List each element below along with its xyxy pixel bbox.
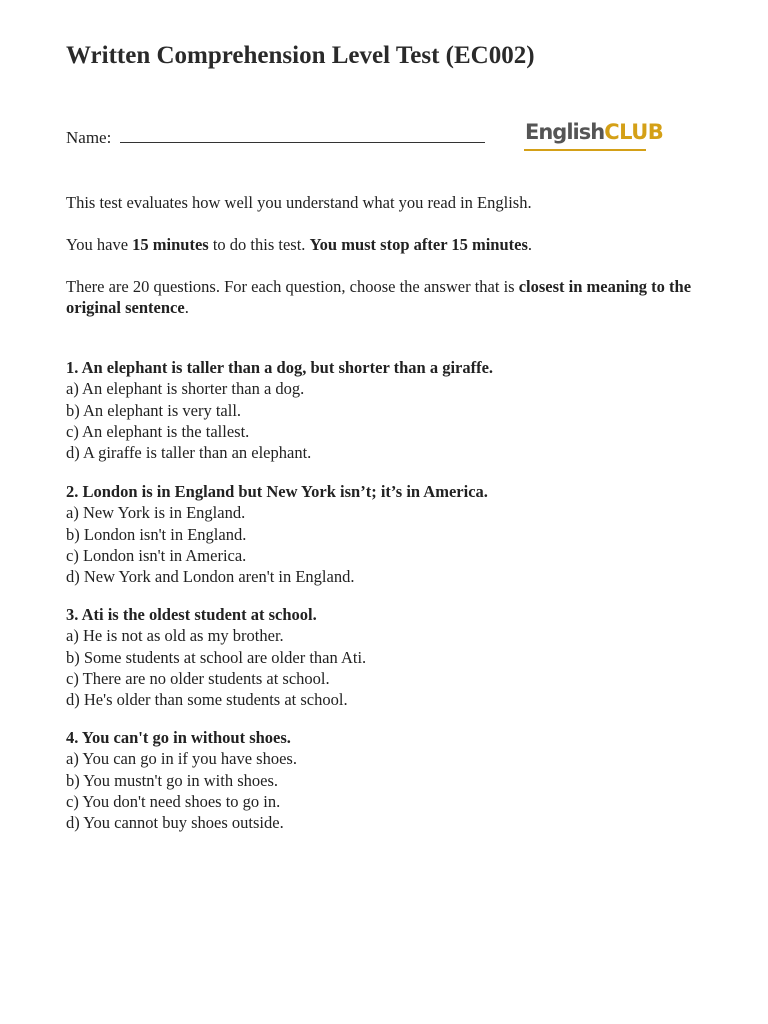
intro-text: You have	[66, 235, 133, 254]
name-label: Name:	[66, 128, 112, 147]
answer-option-b[interactable]: b) An elephant is very tall.	[66, 400, 242, 420]
intro-text: .	[184, 298, 189, 317]
answer-option-b[interactable]: b) London isn't in England.	[66, 524, 247, 544]
question-stem: 1. An elephant is taller than a dog, but shorter than a giraffe.	[66, 358, 494, 377]
question-stem: 2. London is in England but New York isn’t; it’s in America.	[66, 482, 488, 501]
logo-club-text: CLUB	[604, 120, 664, 144]
answer-option-a[interactable]: a) He is not as old as my brother.	[66, 626, 284, 646]
answer-option-c[interactable]: c) You don't need shoes to go in.	[66, 791, 281, 811]
logo-underline	[524, 149, 646, 151]
intro-bold-stop: You must stop after 15 minutes	[309, 235, 528, 254]
name-blank-line[interactable]	[120, 128, 485, 143]
answer-option-c[interactable]: c) London isn't in America.	[66, 545, 247, 565]
answer-option-a[interactable]: a) You can go in if you have shoes.	[66, 749, 297, 769]
answer-option-a[interactable]: a) An elephant is shorter than a dog.	[66, 379, 305, 399]
question-4	[66, 727, 706, 833]
answer-option-d[interactable]: d) He's older than some students at school.	[66, 690, 348, 710]
logo-english-text: English	[525, 120, 605, 144]
question-1	[66, 357, 706, 463]
answer-option-a[interactable]: a) New York is in England.	[66, 503, 246, 523]
question-2	[66, 481, 706, 587]
intro-bold-duration: 15 minutes	[132, 235, 209, 254]
answer-option-c[interactable]: c) There are no older students at school.	[66, 668, 330, 688]
intro-text: to do this test.	[208, 235, 310, 254]
intro-text: There are 20 questions. For each question, choose the answer that is	[66, 277, 519, 296]
page-title: Written Comprehension Level Test (EC002)	[66, 42, 535, 69]
intro-bold-instruction: closest in meaning to the original sentence	[66, 277, 692, 317]
answer-option-d[interactable]: d) A giraffe is taller than an elephant.	[66, 443, 312, 463]
intro-text: .	[527, 235, 533, 254]
englishclub-logo	[524, 118, 664, 156]
intro-paragraph-2	[66, 234, 706, 255]
answer-option-b[interactable]: b) Some students at school are older than Ati.	[66, 647, 367, 667]
answer-option-d[interactable]: d) You cannot buy shoes outside.	[66, 813, 284, 833]
intro-paragraph-1: This test evaluates how well you understand what you read in English.	[66, 193, 532, 212]
answer-option-c[interactable]: c) An elephant is the tallest.	[66, 421, 250, 441]
answer-option-b[interactable]: b) You mustn't go in with shoes.	[66, 770, 279, 790]
name-field-row	[66, 128, 485, 148]
answer-option-d[interactable]: d) New York and London aren't in England.	[66, 567, 355, 587]
intro-paragraph-3	[66, 276, 706, 318]
question-3	[66, 604, 706, 710]
question-stem: 4. You can't go in without shoes.	[66, 728, 291, 747]
question-stem: 3. Ati is the oldest student at school.	[66, 605, 317, 624]
